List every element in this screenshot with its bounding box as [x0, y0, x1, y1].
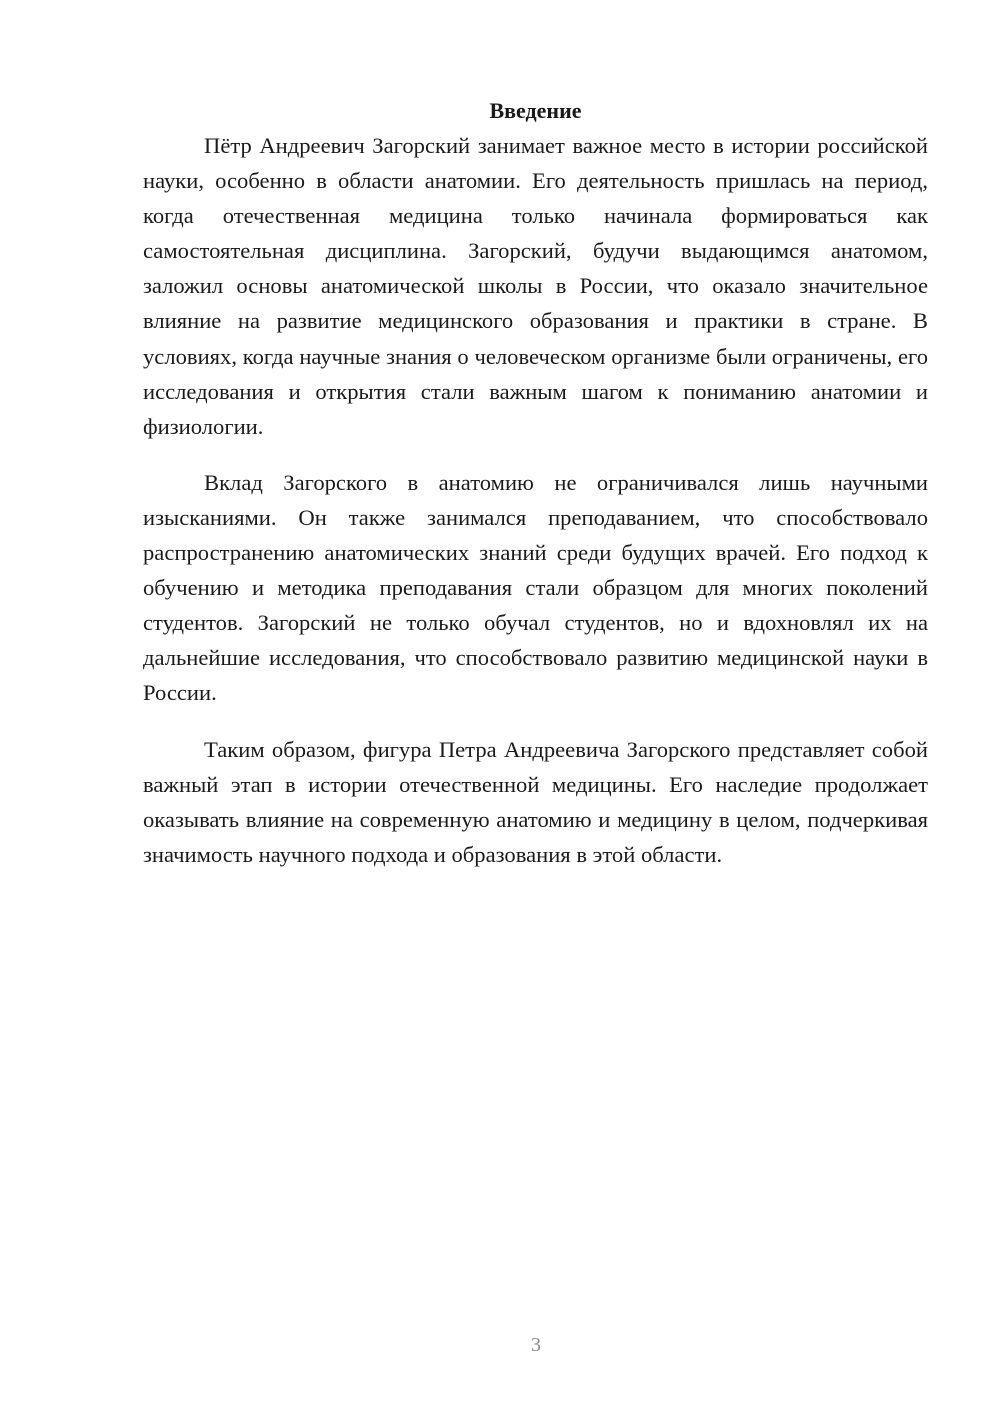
page-number: 3 — [531, 1334, 541, 1356]
section-heading: Введение — [489, 98, 582, 123]
page-content — [143, 93, 928, 872]
paragraph-1: Пётр Андреевич Загорский занимает важное место в истории российской науки, особенно в области анатомии. Его деятельность пришлась на период, когда отечественная медицина только начинала формироваться как самостоятельная дисциплина. Загорский, будучи выдающимся анатомом, заложил основы анатомической школы в России, что оказало значительное влияние на развитие медицинского образования и практики в стране. В условиях, когда научные знания о человеческом организме были ограничены, его исследования и открытия стали важным шагом к пониманию анатомии и физиологии. — [143, 133, 928, 439]
paragraph-2: Вклад Загорского в анатомию не ограничивался лишь научными изысканиями. Он также занимался преподаванием, что способствовало распространению анатомических знаний среди будущих врачей. Его подход к обучению и методика преподавания стали образцом для многих поколений студентов. Загорский не только обучал студентов, но и вдохновлял их на дальнейшие исследования, что способствовало развитию медицинской науки в России. — [143, 469, 928, 706]
paragraph-3: Таким образом, фигура Петра Андреевича Загорского представляет собой важный этап в истории отечественной медицины. Его наследие продолжает оказывать влияние на современную анатомию и медицину в целом, подчеркивая значимость научного подхода и образования в этой области. — [143, 736, 928, 867]
